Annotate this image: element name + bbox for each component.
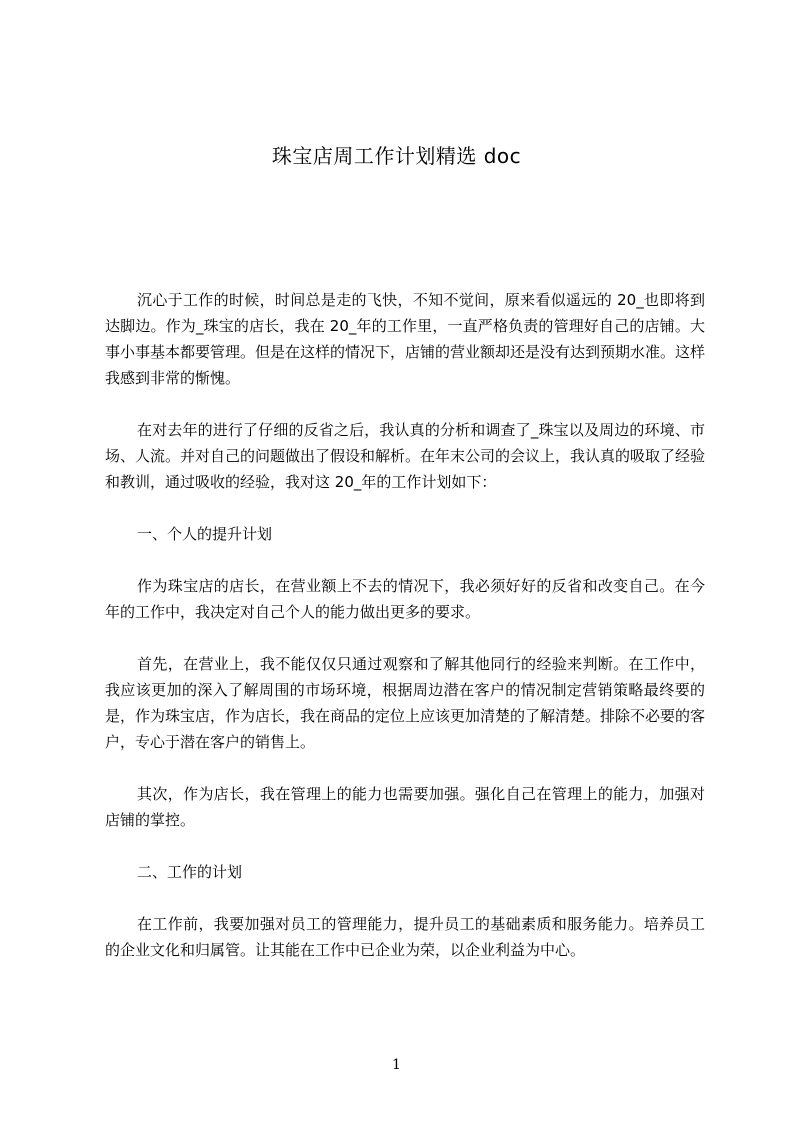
document-body — [105, 287, 705, 989]
paragraph-review: 在对去年的进行了仔细的反省之后，我认真的分析和调查了_珠宝以及周边的环境、市场、人流。并对自己的问题做出了假设和解析。在年末公司的会议上，我认真的吸取了经验和教训，通过吸收的经验，我对这 20_年的工作计划如下： — [105, 421, 706, 491]
paragraph-second: 其次，作为店长，我在管理上的能力也需要加强。强化自己在管理上的能力，加强对店铺的掌控。 — [105, 785, 705, 829]
page-number: 1 — [392, 1057, 401, 1073]
document-title: 珠宝店周工作计划精选 doc — [271, 144, 522, 168]
paragraph-first: 首先，在营业上，我不能仅仅只通过观察和了解其他同行的经验来判断。在工作中，我应该更加的深入了解周围的市场环境，根据周边潜在客户的情况制定营销策略最终要的是，作为珠宝店，作为店长，我在商品的定位上应该更加清楚的了解清楚。排除不必要的客户，专心于潜在客户的销售上。 — [105, 655, 706, 751]
section-heading-personal: 一、个人的提升计划 — [137, 525, 273, 543]
paragraph-intro: 沉心于工作的时候，时间总是走的飞快，不知不觉间，原来看似遥远的 20_也即将到达脚边。作为_珠宝的店长，我在 20_年的工作里，一直严格负责的管理好自己的店铺。大事小事基本都要管理。但是在这样的情况下，店铺的营业额却还是没有达到预期水准。这样我感到非常的惭愧。 — [105, 291, 706, 387]
section-heading-work: 二、工作的计划 — [137, 863, 243, 881]
paragraph-work-plan: 在工作前，我要加强对员工的管理能力，提升员工的基础素质和服务能力。培养员工的企业文化和归属管。让其能在工作中已企业为荣，以企业利益为中心。 — [105, 915, 705, 959]
paragraph-personal-intro: 作为珠宝店的店长，在营业额上不去的情况下，我必须好好的反省和改变自己。在今年的工作中，我决定对自己个人的能力做出更多的要求。 — [105, 577, 705, 621]
